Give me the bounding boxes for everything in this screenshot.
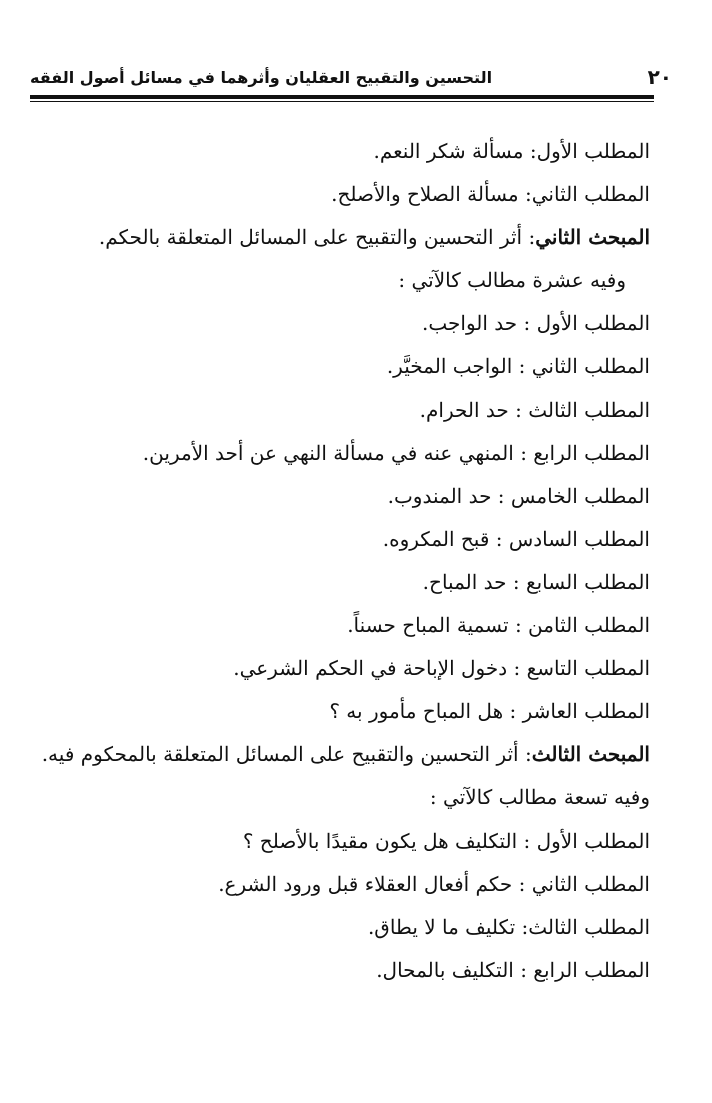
toc-text: وفيه تسعة مطالب كالآتي :	[429, 785, 650, 810]
toc-line	[90, 173, 650, 216]
toc-key: المطلب الثالث	[528, 397, 650, 422]
toc-key: المطلب الثاني	[531, 871, 650, 896]
toc-line	[90, 302, 650, 345]
toc-text: وفيه عشرة مطالب كالآتي :	[398, 268, 626, 293]
toc-text: حد المندوب.	[387, 483, 492, 508]
toc-key: المطلب الأول	[536, 311, 650, 336]
toc-separator: :	[518, 742, 532, 767]
table-of-contents	[41, 130, 650, 992]
toc-section-line	[41, 733, 650, 776]
toc-text: حد المباح.	[422, 569, 507, 594]
toc-line	[90, 432, 650, 475]
toc-line	[90, 345, 650, 388]
toc-line	[90, 690, 650, 733]
toc-key: المطلب الثاني	[531, 182, 650, 207]
toc-line	[90, 949, 650, 992]
toc-separator: :	[513, 957, 534, 982]
toc-separator: :	[489, 526, 509, 551]
toc-line	[90, 561, 650, 604]
toc-key: المطلب السادس	[508, 526, 650, 551]
toc-line	[90, 130, 650, 173]
toc-separator: :	[491, 483, 511, 508]
toc-text: التكليف هل يكون مقيدًا بالأصلح ؟	[242, 828, 518, 853]
toc-line	[90, 906, 650, 949]
toc-separator: :	[518, 182, 532, 207]
toc-text: أثر التحسين والتقبيح على المسائل المتعلقة بالحكم.	[98, 225, 523, 250]
toc-text: تسمية المباح حسناً.	[347, 613, 509, 638]
toc-line	[90, 389, 650, 432]
toc-key: المطلب الثالث	[528, 914, 650, 939]
toc-key: المطلب الثامن	[528, 613, 650, 638]
toc-separator: :	[512, 354, 532, 379]
toc-line	[90, 820, 650, 863]
toc-text: حد الواجب.	[422, 311, 518, 336]
toc-separator: :	[503, 699, 523, 724]
toc-line	[90, 518, 650, 561]
toc-line	[90, 863, 650, 906]
toc-text: المنهي عنه في مسألة النهي عن أحد الأمرين.	[142, 440, 514, 465]
toc-section-line	[90, 216, 650, 259]
toc-separator: :	[513, 440, 534, 465]
toc-key: المطلب الأول	[536, 828, 650, 853]
page-number: ٢٠	[647, 65, 672, 89]
toc-section-key: المبحث الثالث	[531, 742, 650, 767]
toc-key: المطلب التاسع	[526, 656, 650, 681]
toc-section-key: المبحث الثاني	[535, 225, 650, 250]
toc-text: أثر التحسين والتقبيح على المسائل المتعلقة بالمحكوم فيه.	[41, 742, 519, 767]
toc-separator: :	[522, 225, 536, 250]
toc-separator: :	[515, 914, 529, 939]
toc-intro-line	[90, 259, 650, 302]
toc-text: مسألة شكر النعم.	[373, 139, 524, 163]
header-rule-thin	[30, 101, 654, 102]
toc-separator: :	[512, 871, 532, 896]
toc-key: المطلب الرابع	[533, 957, 650, 982]
toc-key: المطلب الأول	[536, 139, 650, 163]
toc-separator: :	[508, 613, 529, 638]
toc-text: قبح المكروه.	[382, 526, 490, 551]
running-header	[30, 64, 672, 94]
toc-line	[90, 647, 650, 690]
toc-line	[90, 604, 650, 647]
toc-text: هل المباح مأمور به ؟	[329, 699, 504, 724]
toc-text: حكم أفعال العقلاء قبل ورود الشرع.	[218, 871, 513, 896]
toc-text: مسألة الصلاح والأصلح.	[331, 182, 519, 207]
toc-separator: :	[517, 311, 537, 336]
toc-key: المطلب الثاني	[531, 354, 650, 379]
toc-separator: :	[506, 569, 526, 594]
toc-text: التكليف بالمحال.	[376, 957, 514, 982]
toc-separator: :	[507, 656, 527, 681]
toc-line	[90, 475, 650, 518]
toc-key: المطلب الخامس	[510, 483, 650, 508]
header-rule-thick	[30, 95, 654, 99]
toc-key: المطلب العاشر	[522, 699, 650, 724]
toc-text: تكليف ما لا يطاق.	[367, 914, 516, 939]
toc-text: الواجب المخيَّر.	[386, 354, 513, 379]
toc-separator: :	[517, 828, 537, 853]
toc-text: دخول الإباحة في الحكم الشرعي.	[233, 656, 508, 681]
toc-text: حد الحرام.	[419, 397, 509, 422]
running-title: التحسين والتقبيح العقليان وأثرهما في مسائل أصول الفقه	[30, 68, 493, 87]
toc-key: المطلب الرابع	[533, 440, 650, 465]
toc-separator: :	[523, 139, 537, 163]
toc-intro-line	[90, 776, 650, 819]
toc-separator: :	[508, 397, 529, 422]
toc-key: المطلب السابع	[525, 569, 650, 594]
